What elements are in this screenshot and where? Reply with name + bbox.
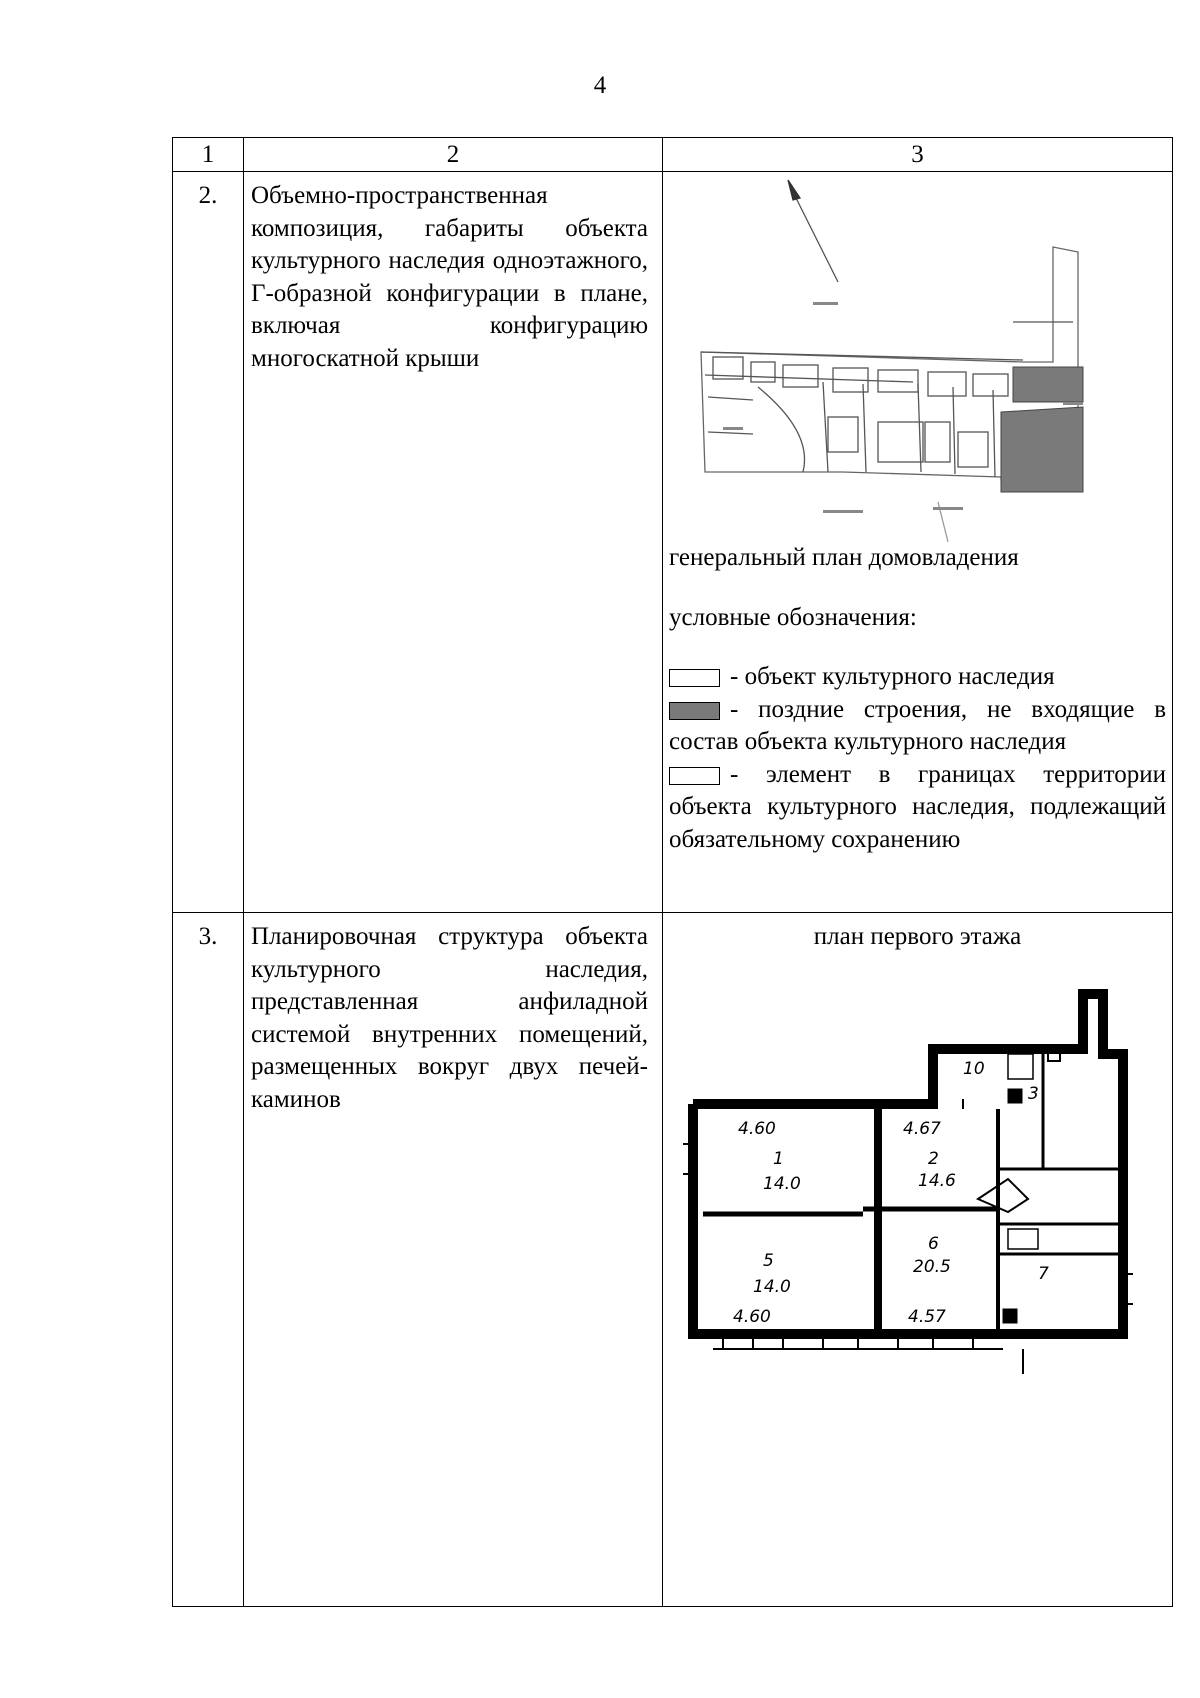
dimension-label: 4.67 [903,1118,941,1139]
site-plan-drawing [663,172,1173,542]
page-number: 4 [593,72,607,99]
room-label: 10 [963,1058,985,1079]
white-swatch-icon [669,669,720,687]
table-row [173,913,1173,1607]
room-number: 3 [1028,1083,1039,1104]
header-cell-2: 2 [244,138,663,172]
legend-item-late-buildings [663,694,1172,759]
row-description: Планировочная структура объекта культурного наследия, представленная анфиладной системой внутренних помещений, размещенных вокруг двух печей-каминов [244,913,663,1607]
row-number: 2. [173,172,244,913]
room-area: 14.0 [753,1276,791,1297]
row-illustration [663,913,1173,1607]
legend-label: - поздние строения, не входящие в состав объекта культурного наследия [669,695,1166,755]
room-number: 2 [928,1148,939,1169]
table-row [173,172,1173,913]
site-plan [663,172,1172,542]
legend-label: - объект культурного наследия [730,663,1055,690]
row-illustration [663,172,1173,913]
dimension-label: 4.60 [733,1306,771,1327]
header-cell-3: 3 [663,138,1173,172]
white-swatch-icon [669,767,720,785]
room-number: 5 [763,1250,774,1271]
grey-swatch-icon [669,702,720,720]
room-number: 1 [773,1148,784,1169]
legend-item-preserved-element [663,759,1172,857]
row-number: 3. [173,913,244,1607]
heritage-table [172,137,1173,1607]
floor-plan-title: план первого этажа [813,923,1022,950]
room-area: 14.6 [918,1170,956,1191]
site-plan-caption: генеральный план домовладения [669,544,1019,571]
room-area: 20.5 [913,1256,951,1277]
legend-item-heritage [663,661,1172,694]
row-description: Объемно-пространственная композиция, габариты объекта культурного наследия одноэтажного, Г-образной конфигурации в плане, включая конфигурацию многоскатной крыши [244,172,663,913]
legend-label: - элемент в границах территории объекта культурного наследия, подлежащий обязательному сохранению [669,760,1166,853]
dimension-label: 4.57 [908,1306,946,1327]
room-number: 7 [1038,1263,1049,1284]
table-header-row [173,138,1173,172]
room-number: 6 [928,1233,939,1254]
room-area: 14.0 [763,1173,801,1194]
legend-title: условные обозначения: [669,603,917,631]
dimension-label: 4.60 [738,1118,776,1139]
header-cell-1: 1 [173,138,244,172]
floor-plan-drawing [663,954,1173,1394]
